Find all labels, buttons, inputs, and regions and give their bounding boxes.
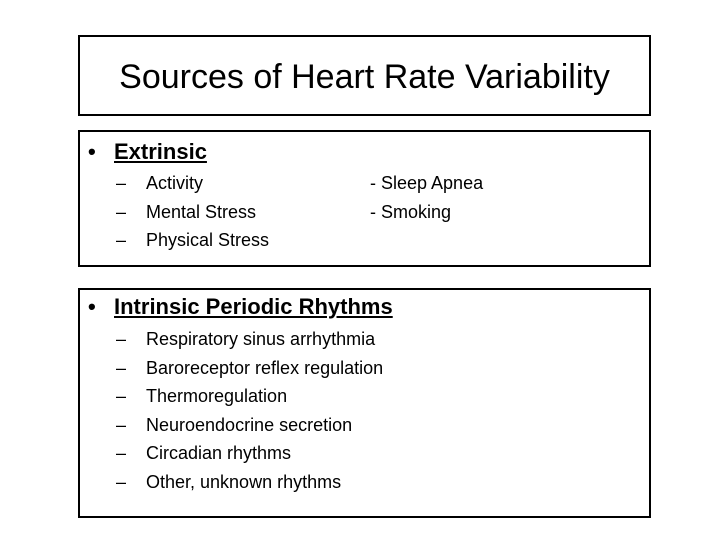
dash-icon: –: [116, 230, 127, 250]
dash-icon: –: [116, 201, 127, 222]
list-item: [370, 198, 483, 227]
extrinsic-heading: [88, 139, 207, 165]
extrinsic-right-list: [370, 169, 483, 226]
dash-icon: -: [370, 173, 376, 193]
dash-icon: –: [116, 414, 127, 435]
dash-icon: –: [116, 443, 127, 463]
list-item: [116, 411, 383, 440]
intrinsic-heading: [88, 294, 393, 320]
dash-icon: –: [116, 386, 127, 406]
list-item-text: Sleep Apnea: [381, 173, 484, 193]
list-item: [116, 468, 383, 497]
list-item: [116, 439, 383, 468]
list-item-text: Baroreceptor reflex regulation: [146, 357, 384, 378]
list-item-text: Activity: [146, 173, 204, 193]
list-item-text: Respiratory sinus arrhythmia: [146, 329, 376, 349]
list-item-text: Neuroendocrine secretion: [146, 414, 353, 435]
list-item-text: Other, unknown rhythms: [146, 471, 342, 492]
list-item-text: Physical Stress: [146, 230, 270, 250]
slide-title: Sources of Heart Rate Variability: [119, 58, 610, 96]
list-item-text: Smoking: [381, 201, 452, 222]
list-item: [370, 169, 483, 198]
extrinsic-box: [78, 130, 651, 267]
extrinsic-heading-text: Extrinsic: [114, 139, 207, 164]
title-box: [78, 35, 651, 116]
list-item: [116, 198, 269, 227]
list-item: [116, 169, 269, 198]
dash-icon: –: [116, 357, 127, 378]
list-item-text: Circadian rhythms: [146, 443, 292, 463]
dash-icon: –: [116, 329, 127, 349]
list-item-text: Thermoregulation: [146, 386, 288, 406]
list-item: [116, 226, 269, 255]
bullet-icon: •: [88, 294, 96, 319]
dash-icon: –: [116, 173, 127, 193]
intrinsic-heading-text: Intrinsic Periodic Rhythms: [114, 294, 393, 319]
dash-icon: -: [370, 201, 376, 222]
list-item-text: Mental Stress: [146, 201, 257, 222]
extrinsic-left-list: [116, 169, 269, 255]
intrinsic-list: [116, 325, 383, 496]
list-item: [116, 354, 383, 383]
dash-icon: –: [116, 471, 127, 492]
list-item: [116, 382, 383, 411]
bullet-icon: •: [88, 139, 96, 164]
intrinsic-box: [78, 288, 651, 518]
list-item: [116, 325, 383, 354]
